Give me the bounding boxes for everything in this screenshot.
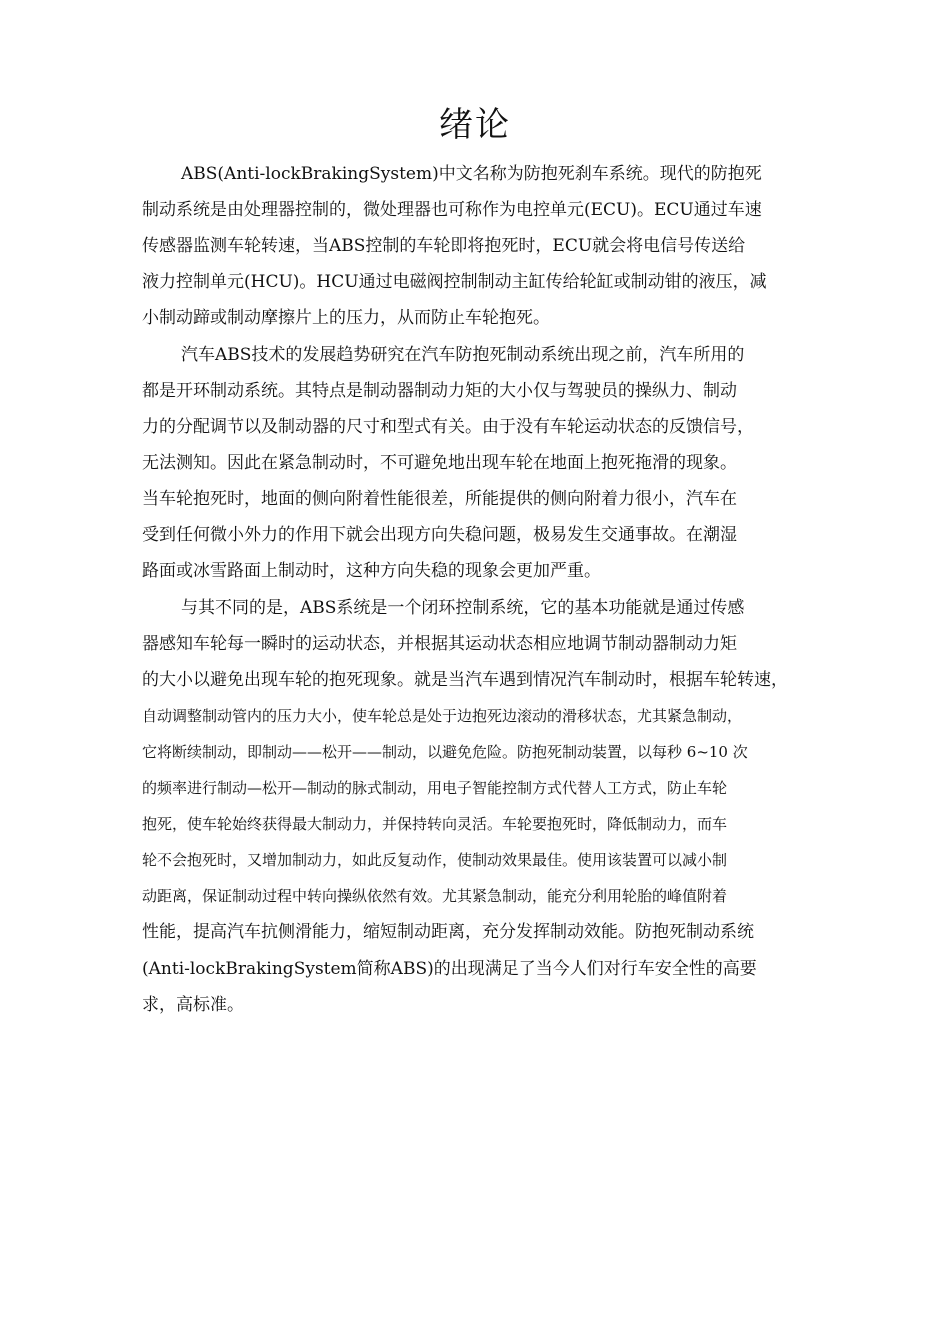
page-title: 绪论 (439, 105, 511, 145)
text-line: 求，高标准。 (142, 995, 244, 1015)
text-line: 传感器监测车轮转速，当ABS控制的车轮即将抱死时，ECU就会将电信号传送给 (142, 236, 746, 256)
text-line: 当车轮抱死时，地面的侧向附着性能很差，所能提供的侧向附着力很小，汽车在 (142, 489, 737, 509)
text-line: 它将断续制动，即制动——松开——制动，以避免危险。防抱死制动装置，以每秒 6~10 次 (142, 743, 748, 761)
text-line: 无法测知。因此在紧急制动时，不可避免地出现车轮在地面上抱死拖滑的现象。 (142, 453, 737, 473)
text-line: 的大小以避免出现车轮的抱死现象。就是当汽车遇到情况汽车制动时，根据车轮转速， (142, 670, 788, 690)
text-line: 的频率进行制动—松开—制动的脉式制动，用电子智能控制方式代替人工方式，防止车轮 (142, 779, 728, 797)
text-line: 与其不同的是，ABS系统是一个闭环控制系统，它的基本功能就是通过传感 (181, 598, 745, 618)
text-line: 性能，提高汽车抗侧滑能力，缩短制动距离，充分发挥制动效能。防抱死制动系统 (142, 922, 754, 942)
text-line: ABS(Anti-lockBrakingSystem)中文名称为防抱死刹车系统。现代的防抱死 (181, 164, 762, 184)
text-line: 器感知车轮每一瞬时的运动状态，并根据其运动状态相应地调节制动器制动力矩 (142, 634, 737, 654)
text-line: 小制动蹄或制动摩擦片上的压力，从而防止车轮抱死。 (142, 308, 550, 328)
text-line: 力的分配调节以及制动器的尺寸和型式有关。由于没有车轮运动状态的反馈信号， (142, 417, 754, 437)
text-line: 受到任何微小外力的作用下就会出现方向失稳问题，极易发生交通事故。在潮湿 (142, 525, 737, 545)
text-line: 轮不会抱死时，又增加制动力，如此反复动作，使制动效果最佳。使用该装置可以减小制 (142, 851, 728, 869)
text-line: 汽车ABS技术的发展趋势研究在汽车防抱死制动系统出现之前，汽车所用的 (181, 345, 745, 365)
text-line: 动距离，保证制动过程中转向操纵依然有效。尤其紧急制动，能充分利用轮胎的峰值附着 (142, 887, 728, 905)
text-line: 都是开环制动系统。其特点是制动器制动力矩的大小仅与驾驶员的操纵力、制动 (142, 381, 737, 401)
text-line: 液力控制单元(HCU)。HCU通过电磁阀控制制动主缸传给轮缸或制动钳的液压，减 (142, 272, 767, 292)
text-line: 抱死，使车轮始终获得最大制动力，并保持转向灵活。车轮要抱死时，降低制动力，而车 (142, 815, 728, 833)
text-line: 制动系统是由处理器控制的，微处理器也可称作为电控单元(ECU)。ECU通过车速 (142, 200, 762, 220)
text-line: 自动调整制动管内的压力大小，使车轮总是处于边抱死边滚动的滑移状态，尤其紧急制动， (142, 707, 743, 725)
text-line: (Anti-lockBrakingSystem简称ABS)的出现满足了当今人们对行车安全性的高要 (142, 959, 757, 979)
text-line: 路面或冰雪路面上制动时，这种方向失稳的现象会更加严重。 (142, 561, 601, 581)
